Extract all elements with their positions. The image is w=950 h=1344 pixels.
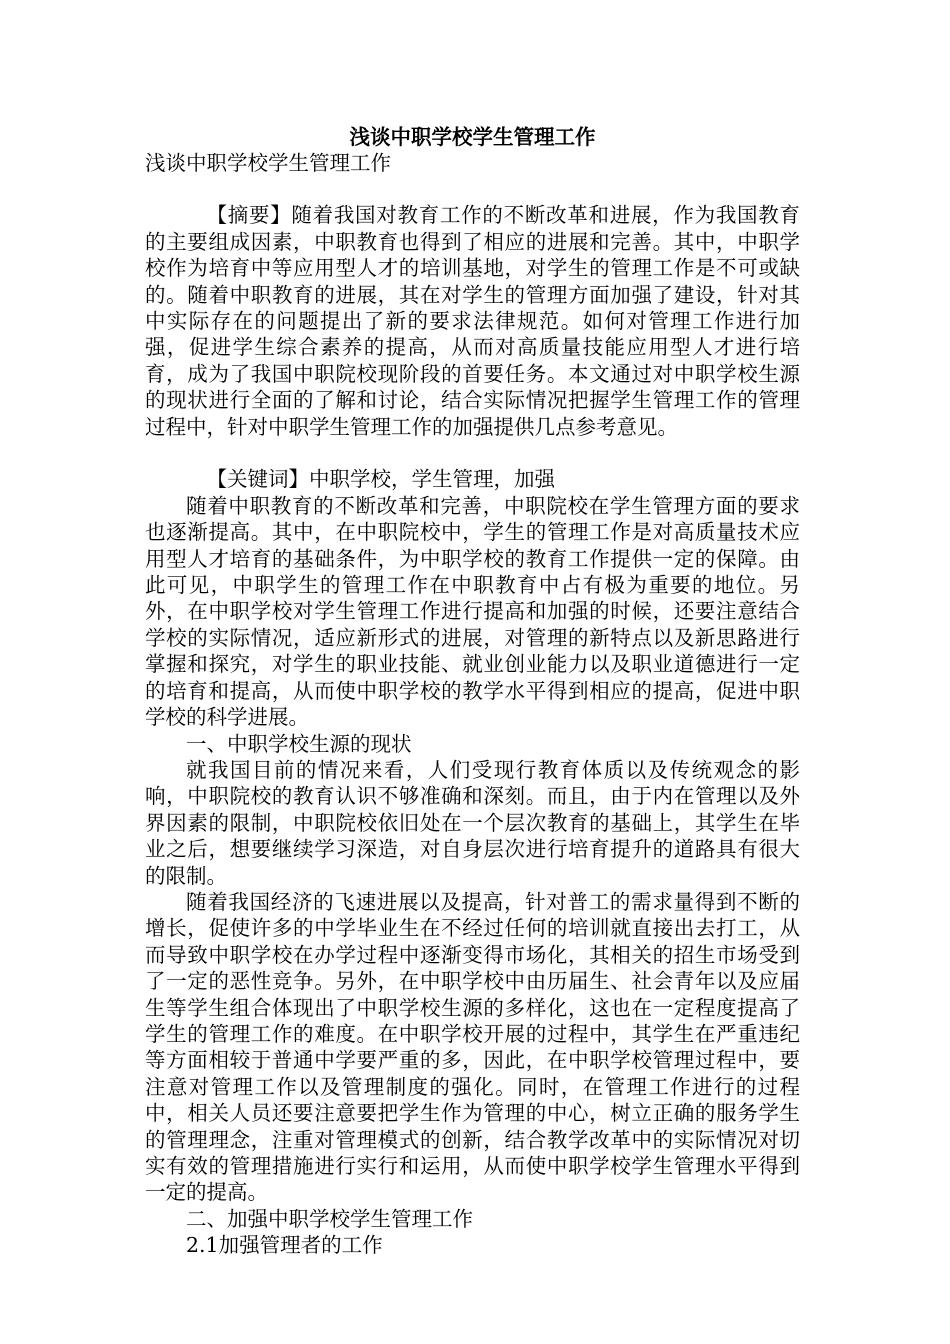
section-heading-2: 二、加强中职学校学生管理工作 <box>186 1206 473 1231</box>
blank-line <box>145 440 800 466</box>
body-paragraph: 随着我国经济的飞速进展以及提高，针对普工的需求量得到不断的增长，促使许多的中学毕业生在不经过任何的培训就直接出去打工，从而导致中职学校在办学过程中逐渐变得市场化，其相关的招生市场受到了一定的恶性竞争。另外，在中职学校中由历届生、社会青年以及应届生等学生组合体现出了中职学校生源的多样化，这也在一定程度提高了学生的管理工作的难度。在中职学校开展的过程中，其学生在严重违纪等方面相较于普通中学要严重的多，因此，在中职学校管理过程中，要注意对管理工作以及管理制度的强化。同时，在管理工作进行的过程中，相关人员还要注意要把学生作为管理的中心，树立正确的服务学生的管理理念，注重对管理模式的创新，结合教学改革中的实际情况对切实有效的管理措施进行实行和运用，从而使中职学校学生管理水平得到一定的提高。 <box>145 889 800 1205</box>
document-page <box>145 120 800 1259</box>
keywords-line: 【关键词】中职学校，学生管理，加强 <box>206 467 555 492</box>
body-paragraph-intro: 随着中职教育的不断改革和完善，中职院校在学生管理方面的要求也逐渐提高。其中，在中职院校中，学生的管理工作是对高质量技术应用型人才培育的基础条件，为中职学校的教育工作提供一定的保障。由此可见，中职学生的管理工作在中职教育中占有极为重要的地位。另外，在中职学校对学生管理工作进行提高和加强的时候，还要注意结合学校的实际情况，适应新形式的进展，对管理的新特点以及新思路进行掌握和探究，对学生的职业技能、就业创业能力以及职业道德进行一定的培育和提高，从而使中职学校的教学水平得到相应的提高，促进中职学校的科学进展。 <box>145 493 800 730</box>
document-subtitle: 浅谈中职学校学生管理工作 <box>145 151 391 175</box>
body-paragraph: 就我国目前的情况来看，人们受现行教育体质以及传统观念的影响，中职院校的教育认识不够准确和深刻。而且，由于内在管理以及外界因素的限制，中职院校依旧处在一个层次教育的基础上，其学生在毕业之后，想要继续学习深造，对自身层次进行培育提升的道路具有很大的限制。 <box>145 757 800 888</box>
section-heading-1: 一、中职学校生源的现状 <box>186 731 412 756</box>
abstract-paragraph: 【摘要】随着我国对教育工作的不断改革和进展，作为我国教育的主要组成因素，中职教育也得到了相应的进展和完善。其中，中职学校作为培育中等应用型人才的培训基地，对学生的管理工作是不可或缺的。随着中职教育的进展，其在对学生的管理方面加强了建设，针对其中实际存在的问题提出了新的要求法律规范。如何对管理工作进行加强，促进学生综合素养的提高，从而对高质量技能应用型人才进行培育，成为了我国中职院校现阶段的首要任务。本文通过对中职学校生源的现状进行全面的了解和讨论，结合实际情况把握学生管理工作的管理过程中，针对中职学生管理工作的加强提供几点参考意见。 <box>145 203 800 439</box>
subsection-heading-2-1: 2.1加强管理者的工作 <box>186 1233 383 1258</box>
blank-line <box>145 176 800 202</box>
document-title: 浅谈中职学校学生管理工作 <box>349 125 596 149</box>
